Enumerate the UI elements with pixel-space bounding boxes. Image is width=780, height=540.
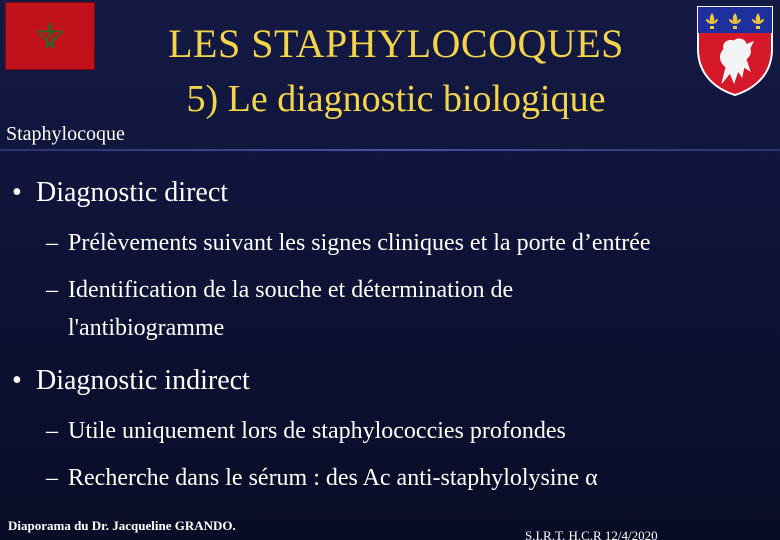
header-divider [0,149,780,151]
bullet-text: Diagnostic indirect [36,365,250,396]
sub-bullet-text: Recherche dans le sérum : des Ac anti-staphylolysine α [68,465,598,491]
sub-bullet-text: Prélèvements suivant les signes cliniques et la porte d’entrée [68,230,651,256]
bullet-icon: • [12,365,22,396]
slide-title: LES STAPHYLOCOQUES [168,21,624,66]
bullet-diagnostic-indirect [12,364,250,398]
sub-bullet-utile [46,412,566,450]
sub-bullet-text: Identification de la souche et détermination de [68,277,514,303]
footer-date: S.I.R.T. H.C.R 12/4/2020 [525,528,658,540]
bullet-text: Diagnostic direct [36,177,229,208]
bullet-icon: • [12,177,22,208]
bullet-diagnostic-direct [12,176,228,210]
footer-author: Diaporama du Dr. Jacqueline GRANDO. [8,518,236,533]
slide-subject-label: Staphylocoque [6,123,125,145]
dash-icon: – [46,418,58,444]
dash-icon: – [46,277,58,303]
dash-icon: – [46,465,58,491]
sub-bullet-recherche [46,459,598,497]
sub-bullet-continuation: l'antibiogramme [68,315,225,341]
sub-bullet-identification [46,271,513,347]
sub-bullet-text: Utile uniquement lors de staphylococcies profondes [68,418,566,444]
dash-icon: – [46,230,58,256]
slide-subtitle: 5) Le diagnostic biologique [186,78,606,120]
sub-bullet-prelevements [46,224,651,262]
